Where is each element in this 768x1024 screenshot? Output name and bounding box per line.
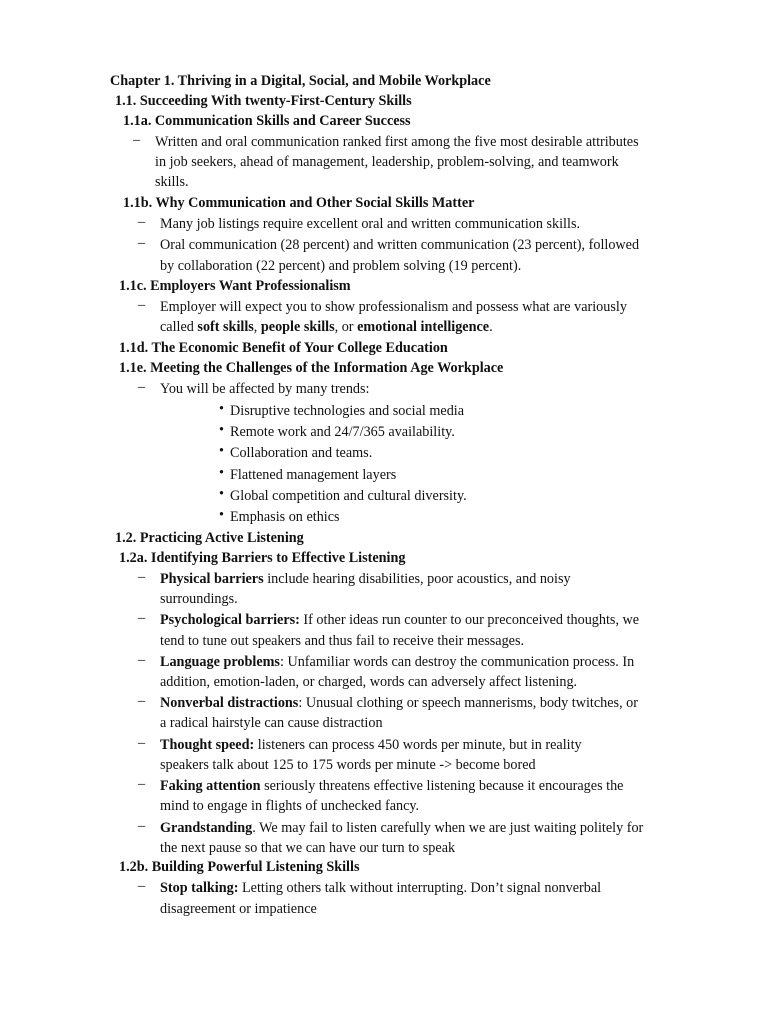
dash-bullet: –: [138, 693, 146, 709]
list-item-text: Employer will expect you to show professionalism and possess what are variously: [160, 299, 627, 315]
dash-bullet: –: [138, 776, 146, 792]
list-item-text: in job seekers, ahead of management, leadership, problem-solving, and teamwork: [155, 154, 619, 170]
text-run: ,: [253, 319, 261, 335]
dash-bullet: –: [138, 235, 146, 251]
list-item-text: tend to tune out speakers and thus fail to receive their messages.: [160, 633, 525, 649]
emphasis-text: Nonverbal distractions: [160, 695, 299, 711]
text-run: , or: [334, 319, 358, 335]
trend-item: Collaboration and teams.: [230, 445, 373, 461]
emphasis-text: Faking attention: [160, 778, 261, 794]
text-run: : Unfamiliar words can destroy the communication process. In: [279, 654, 635, 670]
list-item-text: a radical hairstyle can cause distraction: [160, 715, 383, 731]
subsection-heading-1-2b: 1.2b. Building Powerful Listening Skills: [119, 859, 360, 875]
bullet-point: •: [219, 507, 224, 523]
list-item-text: [160, 735, 582, 755]
list-item-text: Written and oral communication ranked first among the five most desirable attributes: [155, 134, 639, 150]
list-item-text: addition, emotion-laden, or charged, words can adversely affect listening.: [160, 674, 578, 690]
emphasis-text: Psychological barriers:: [160, 612, 300, 628]
dash-bullet: –: [138, 818, 146, 834]
dash-bullet: –: [138, 297, 146, 313]
dash-bullet: –: [138, 610, 146, 626]
subsection-heading-1-2a: 1.2a. Identifying Barriers to Effective Listening: [119, 550, 406, 566]
emphasis-text: people skills: [260, 319, 335, 335]
text-run: listeners can process 450 words per minute, but in reality: [254, 737, 582, 753]
emphasis-text: Physical barriers: [160, 571, 264, 587]
list-item-text: surroundings.: [160, 591, 238, 607]
dash-bullet: –: [138, 735, 146, 751]
list-item-text: [160, 569, 571, 589]
emphasis-text: emotional intelligence: [357, 319, 490, 335]
list-item-text: [160, 652, 634, 672]
subsection-heading-1-1c: 1.1c. Employers Want Professionalism: [119, 278, 351, 294]
bullet-point: •: [219, 465, 224, 481]
text-run: Letting others talk without interrupting. Don’t signal nonverbal: [238, 880, 602, 896]
emphasis-text: Language problems: [160, 654, 280, 670]
text-run: seriously threatens effective listening because it encourages the: [260, 778, 624, 794]
subsection-heading-1-1e: 1.1e. Meeting the Challenges of the Information Age Workplace: [119, 360, 504, 376]
bullet-point: •: [219, 486, 224, 502]
bullet-point: •: [219, 422, 224, 438]
list-item-text: You will be affected by many trends:: [160, 381, 370, 397]
text-run: called: [160, 319, 198, 335]
list-item-text: speakers talk about 125 to 175 words per minute -> become bored: [160, 757, 536, 773]
emphasis-text: Grandstanding: [160, 820, 253, 836]
text-run: : Unusual clothing or speech mannerisms, body twitches, or: [298, 695, 638, 711]
list-item-text: the next pause so that we can have our turn to speak: [160, 840, 456, 856]
list-item-text: by collaboration (22 percent) and problem solving (19 percent).: [160, 258, 522, 274]
list-item-text: [160, 610, 639, 630]
list-item-text: [160, 818, 643, 838]
dash-bullet: –: [138, 878, 146, 894]
dash-bullet: –: [138, 569, 146, 585]
list-item-text: mind to engage in flights of unchecked fancy.: [160, 798, 420, 814]
bullet-point: •: [219, 443, 224, 459]
list-item-text: Many job listings require excellent oral and written communication skills.: [160, 216, 581, 232]
list-item-text: [160, 693, 638, 713]
list-item-text: [160, 776, 623, 796]
emphasis-text: Stop talking:: [160, 880, 239, 896]
trend-item: Global competition and cultural diversity.: [230, 488, 467, 504]
dash-bullet: –: [133, 132, 141, 148]
text-run: .: [489, 319, 493, 335]
dash-bullet: –: [138, 379, 146, 395]
dash-bullet: –: [138, 652, 146, 668]
text-run: include hearing disabilities, poor acoustics, and noisy: [263, 571, 571, 587]
trend-item: Flattened management layers: [230, 467, 397, 483]
list-item-text: [160, 878, 601, 898]
trend-item: Disruptive technologies and social media: [230, 403, 465, 419]
dash-bullet: –: [138, 214, 146, 230]
trend-item: Emphasis on ethics: [230, 509, 340, 525]
subsection-heading-1-1b: 1.1b. Why Communication and Other Social Skills Matter: [123, 195, 475, 211]
section-heading-1-2: 1.2. Practicing Active Listening: [115, 530, 304, 546]
bullet-point: •: [219, 401, 224, 417]
text-run: If other ideas run counter to our preconceived thoughts, we: [299, 612, 640, 628]
emphasis-text: soft skills: [197, 319, 254, 335]
list-item-text: [160, 317, 493, 337]
emphasis-text: Thought speed:: [160, 737, 255, 753]
chapter-title: Chapter 1. Thriving in a Digital, Social, and Mobile Workplace: [110, 73, 491, 89]
subsection-heading-1-1a: 1.1a. Communication Skills and Career Success: [123, 113, 411, 129]
text-run: . We may fail to listen carefully when we are just waiting politely for: [252, 820, 644, 836]
list-item-text: disagreement or impatience: [160, 901, 317, 917]
list-item-text: Oral communication (28 percent) and written communication (23 percent), followed: [160, 237, 640, 253]
list-item-text: skills.: [155, 174, 189, 190]
section-heading-1-1: 1.1. Succeeding With twenty-First-Century Skills: [115, 93, 412, 109]
trend-item: Remote work and 24/7/365 availability.: [230, 424, 455, 440]
subsection-heading-1-1d: 1.1d. The Economic Benefit of Your College Education: [119, 340, 448, 356]
